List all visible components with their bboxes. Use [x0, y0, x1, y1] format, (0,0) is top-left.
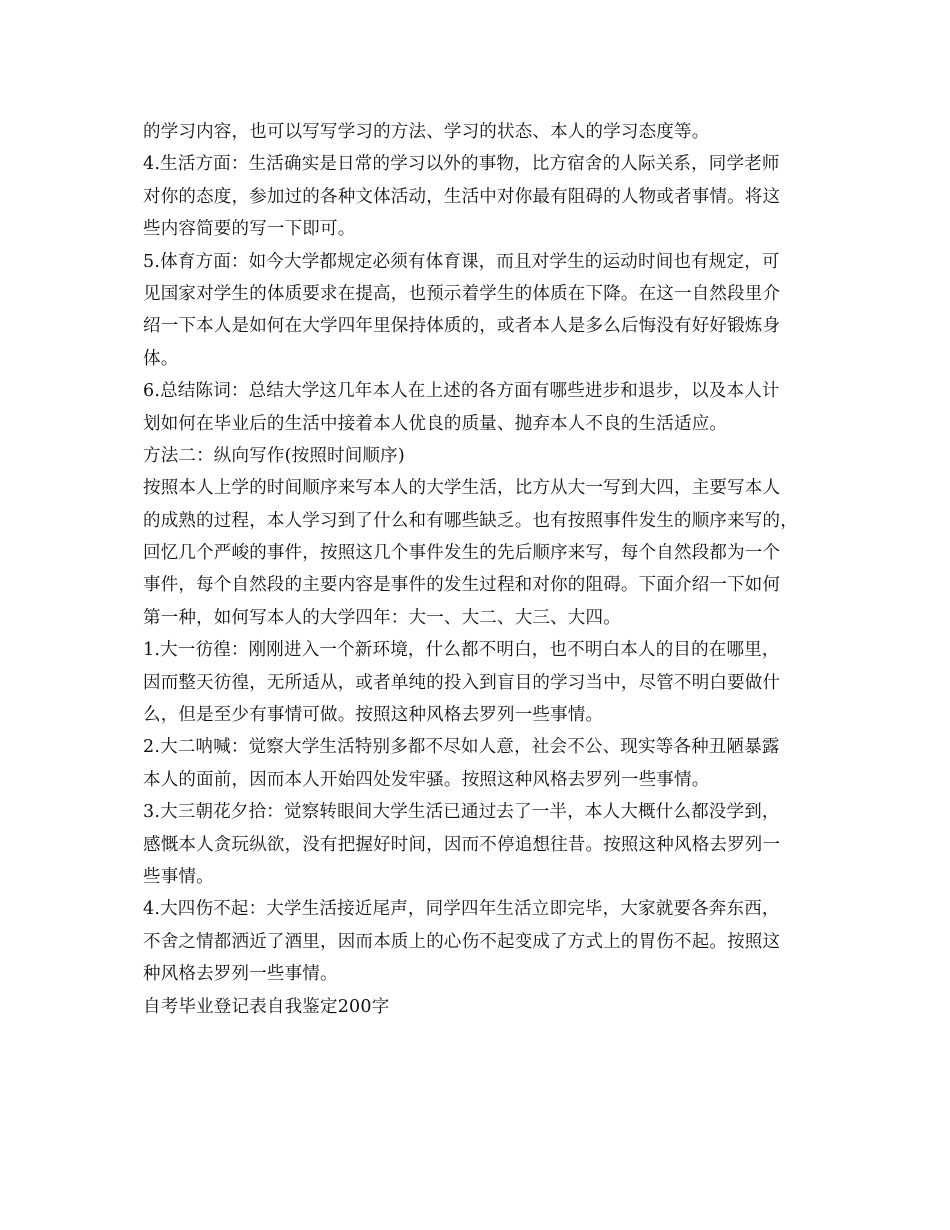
text-line: 事件，每个自然段的主要内容是事件的发生过程和对你的阻碍。下面介绍一下如何	[143, 575, 781, 596]
text-line: 见国家对学生的体质要求在提高，也预示着学生的体质在下降。在这一自然段里介	[143, 283, 781, 304]
text-line: 体。	[143, 348, 179, 369]
text-line: 3.大三朝花夕拾：觉察转眼间大学生活已通过去了一半，本人大概什么都没学到，	[143, 802, 780, 823]
text-line: 的成熟的过程，本人学习到了什么和有哪些缺乏。也有按照事件发生的顺序来写的，	[143, 510, 798, 531]
text-line: 绍一下本人是如何在大学四年里保持体质的，或者本人是多么后悔没有好好锻炼身	[143, 316, 781, 337]
text-line: 不舍之情都洒近了酒里，因而本质上的心伤不起变成了方式上的胃伤不起。按照这	[143, 931, 781, 952]
text-line: 么，但是至少有事情可做。按照这种风格去罗列一些事情。	[143, 705, 604, 726]
text-line: 按照本人上学的时间顺序来写本人的大学生活，比方从大一写到大四，主要写本人	[143, 478, 781, 499]
text-line: 5.体育方面：如今大学都规定必须有体育课，而且对学生的运动时间也有规定，可	[143, 251, 780, 272]
text-line: 些事情。	[143, 866, 214, 887]
text-line: 第一种，如何写本人的大学四年：大一、大二、大三、大四。	[143, 607, 621, 628]
text-line: 划如何在毕业后的生活中接着本人优良的质量、抛弃本人不良的生活适应。	[143, 413, 728, 434]
text-line: 的学习内容，也可以写写学习的方法、学习的状态、本人的学习态度等。	[143, 122, 710, 142]
document-body	[143, 116, 823, 1023]
text-line: 因而整天彷徨，无所适从，或者单纯的投入到盲目的学习当中，尽管不明白要做什	[143, 672, 781, 693]
text-line: 种风格去罗列一些事情。	[143, 964, 338, 985]
text-line: 回忆几个严峻的事件，按照这几个事件发生的先后顺序来写，每个自然段都为一个	[143, 543, 781, 564]
text-line: 1.大一彷徨：刚刚进入一个新环境，什么都不明白，也不明白本人的目的在哪里，	[143, 640, 780, 661]
text-line: 本人的面前，因而本人开始四处发牢骚。按照这种风格去罗列一些事情。	[143, 769, 710, 790]
text-line: 4.大四伤不起：大学生活接近尾声，同学四年生活立即完毕，大家就要各奔东西，	[143, 899, 780, 920]
document-title-line: 自考毕业登记表自我鉴定200字	[143, 996, 390, 1017]
text-line: 6.总结陈词：总结大学这几年本人在上述的各方面有哪些进步和退步，以及本人计	[143, 381, 780, 402]
text-line: 些内容简要的写一下即可。	[143, 219, 356, 240]
text-line: 对你的态度，参加过的各种文体活动，生活中对你最有阻碍的人物或者事情。将这	[143, 186, 781, 207]
text-line: 2.大二呐喊：觉察大学生活特别多都不尽如人意，社会不公、现实等各种丑陋暴露	[143, 737, 780, 758]
section-heading: 方法二：纵向写作(按照时间顺序)	[143, 445, 405, 466]
text-line: 感慨本人贪玩纵欲，没有把握好时间，因而不停追想往昔。按照这种风格去罗列一	[143, 834, 781, 855]
text-line: 4.生活方面：生活确实是日常的学习以外的事物，比方宿舍的人际关系，同学老师	[143, 154, 780, 175]
